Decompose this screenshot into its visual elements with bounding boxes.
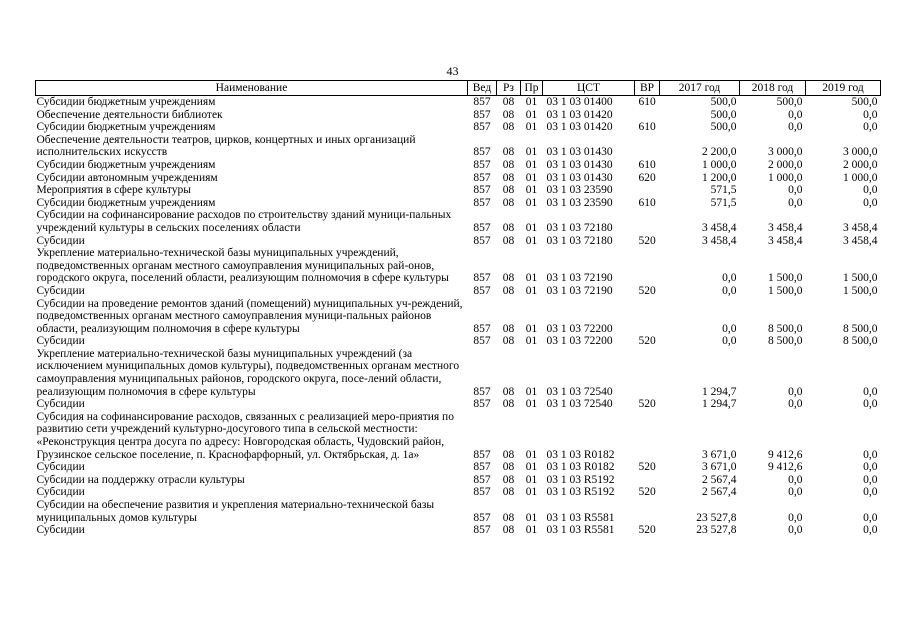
row-rz: 08 bbox=[502, 184, 515, 197]
row-amount-2017: 571,5 bbox=[710, 196, 737, 209]
row-name: Субсидии bbox=[36, 234, 85, 247]
row-name: Субсидии на софинансирование расходов по строительству зданий муници-пальных учреждений культуры в сельских поселениях области bbox=[36, 209, 452, 234]
row-vr bbox=[635, 499, 660, 524]
row-ved: 857 bbox=[473, 234, 491, 247]
row-vr bbox=[635, 209, 660, 234]
page-number: 43 bbox=[446, 64, 459, 78]
header-ved: Вед bbox=[468, 81, 497, 96]
row-cst: 03 1 03 72200 bbox=[546, 322, 613, 335]
row-cst: 03 1 03 72180 bbox=[546, 221, 613, 234]
row-cst: 03 1 03 72190 bbox=[546, 284, 613, 297]
row-amount-2017: 23 527,8 bbox=[696, 511, 737, 524]
table-body bbox=[36, 96, 881, 537]
row-rz: 08 bbox=[502, 335, 515, 348]
row-pr: 01 bbox=[525, 221, 538, 234]
table-row bbox=[36, 398, 881, 411]
row-amount-2017: 3 671,0 bbox=[702, 461, 737, 474]
row-vr: 520 bbox=[638, 398, 656, 411]
row-rz: 08 bbox=[502, 385, 515, 398]
row-name: Субсидии бюджетным учреждениям bbox=[36, 196, 216, 209]
row-cst: 03 1 03 72540 bbox=[546, 398, 613, 411]
row-name: Мероприятия в сфере культуры bbox=[36, 184, 192, 197]
table-row bbox=[36, 209, 881, 234]
row-vr: 520 bbox=[638, 524, 656, 537]
row-amount-2019: 0,0 bbox=[863, 398, 878, 411]
row-pr: 01 bbox=[525, 171, 538, 184]
row-cst: 03 1 03 R5581 bbox=[546, 524, 615, 537]
row-pr: 01 bbox=[525, 398, 538, 411]
row-amount-2018: 0,0 bbox=[788, 524, 803, 537]
row-cst: 03 1 03 01430 bbox=[546, 158, 613, 171]
table-row bbox=[36, 486, 881, 499]
row-rz: 08 bbox=[502, 511, 515, 524]
row-amount-2018: 0,0 bbox=[788, 398, 803, 411]
row-rz: 08 bbox=[502, 448, 515, 461]
row-amount-2019: 2 000,0 bbox=[843, 158, 878, 171]
table-row bbox=[36, 235, 881, 248]
row-name: Субсидии bbox=[36, 486, 85, 499]
row-amount-2017: 1 294,7 bbox=[702, 398, 737, 411]
row-amount-2017: 0,0 bbox=[722, 335, 737, 348]
row-amount-2019: 1 500,0 bbox=[843, 272, 878, 285]
row-amount-2018: 8 500,0 bbox=[768, 322, 803, 335]
row-cst: 03 1 03 R5192 bbox=[546, 486, 615, 499]
row-ved: 857 bbox=[473, 121, 491, 134]
row-amount-2019: 0,0 bbox=[863, 461, 878, 474]
row-ved: 857 bbox=[473, 196, 491, 209]
row-name: Субсидии автономным учреждениям bbox=[36, 171, 218, 184]
row-cst: 03 1 03 72540 bbox=[546, 385, 613, 398]
row-amount-2018: 0,0 bbox=[788, 511, 803, 524]
row-amount-2019: 500,0 bbox=[851, 96, 878, 108]
row-rz: 08 bbox=[502, 486, 515, 499]
row-cst: 03 1 03 01430 bbox=[546, 171, 613, 184]
row-vr bbox=[635, 247, 660, 285]
row-name: Субсидии на обеспечение развития и укрепления материально-технической базы муниципальных домов культуры bbox=[36, 499, 435, 524]
row-amount-2017: 2 200,0 bbox=[702, 146, 737, 159]
row-ved: 857 bbox=[473, 385, 491, 398]
row-cst: 03 1 03 23590 bbox=[546, 184, 613, 197]
row-name: Субсидии bbox=[36, 461, 85, 474]
header-cst: ЦСТ bbox=[543, 81, 635, 96]
row-pr: 01 bbox=[525, 184, 538, 197]
row-amount-2018: 3 000,0 bbox=[768, 146, 803, 159]
row-ved: 857 bbox=[473, 322, 491, 335]
row-vr bbox=[635, 184, 660, 197]
row-name: Субсидии bbox=[36, 524, 85, 537]
row-vr: 520 bbox=[638, 284, 656, 297]
row-amount-2019: 0,0 bbox=[863, 196, 878, 209]
row-amount-2018: 0,0 bbox=[788, 184, 803, 197]
row-amount-2017: 1 200,0 bbox=[702, 171, 737, 184]
row-ved: 857 bbox=[473, 158, 491, 171]
row-amount-2018: 0,0 bbox=[788, 385, 803, 398]
row-amount-2019: 0,0 bbox=[863, 473, 878, 486]
row-amount-2017: 500,0 bbox=[710, 96, 737, 108]
row-cst: 03 1 03 R0182 bbox=[546, 448, 615, 461]
row-amount-2017: 500,0 bbox=[710, 108, 737, 121]
row-amount-2017: 23 527,8 bbox=[696, 524, 737, 537]
row-name: Субсидии на поддержку отрасли культуры bbox=[36, 473, 245, 486]
header-row bbox=[36, 81, 881, 96]
table-row bbox=[36, 134, 881, 159]
row-amount-2017: 500,0 bbox=[710, 121, 737, 134]
row-amount-2017: 1 294,7 bbox=[702, 385, 737, 398]
row-rz: 08 bbox=[502, 146, 515, 159]
table-row bbox=[36, 159, 881, 172]
row-pr: 01 bbox=[525, 146, 538, 159]
row-name: Субсидии bbox=[36, 284, 85, 297]
row-amount-2018: 1 500,0 bbox=[768, 272, 803, 285]
table-row bbox=[36, 121, 881, 134]
row-amount-2017: 0,0 bbox=[722, 272, 737, 285]
row-ved: 857 bbox=[473, 461, 491, 474]
row-ved: 857 bbox=[473, 221, 491, 234]
row-ved: 857 bbox=[473, 473, 491, 486]
row-rz: 08 bbox=[502, 108, 515, 121]
row-amount-2017: 0,0 bbox=[722, 322, 737, 335]
row-cst: 03 1 03 72180 bbox=[546, 234, 613, 247]
row-pr: 01 bbox=[525, 385, 538, 398]
row-vr bbox=[635, 348, 660, 398]
header-pr: Пр bbox=[521, 81, 543, 96]
row-pr: 01 bbox=[525, 524, 538, 537]
header-name: Наименование bbox=[36, 81, 468, 96]
row-amount-2018: 0,0 bbox=[788, 196, 803, 209]
row-rz: 08 bbox=[502, 272, 515, 285]
row-amount-2018: 9 412,6 bbox=[768, 461, 803, 474]
row-rz: 08 bbox=[502, 171, 515, 184]
row-amount-2019: 0,0 bbox=[863, 108, 878, 121]
row-amount-2018: 1 500,0 bbox=[768, 284, 803, 297]
row-rz: 08 bbox=[502, 284, 515, 297]
row-pr: 01 bbox=[525, 196, 538, 209]
row-amount-2017: 3 671,0 bbox=[702, 448, 737, 461]
row-rz: 08 bbox=[502, 473, 515, 486]
row-ved: 857 bbox=[473, 284, 491, 297]
row-amount-2018: 0,0 bbox=[788, 486, 803, 499]
row-name: Обеспечение деятельности библиотек bbox=[36, 108, 223, 121]
row-vr: 520 bbox=[638, 461, 656, 474]
row-amount-2018: 9 412,6 bbox=[768, 448, 803, 461]
row-amount-2017: 0,0 bbox=[722, 284, 737, 297]
row-pr: 01 bbox=[525, 461, 538, 474]
table-row bbox=[36, 499, 881, 524]
row-cst: 03 1 03 01420 bbox=[546, 108, 613, 121]
row-pr: 01 bbox=[525, 284, 538, 297]
row-vr bbox=[635, 134, 660, 159]
row-rz: 08 bbox=[502, 398, 515, 411]
row-amount-2018: 3 458,4 bbox=[768, 221, 803, 234]
row-amount-2019: 0,0 bbox=[863, 121, 878, 134]
row-amount-2019: 1 500,0 bbox=[843, 284, 878, 297]
row-rz: 08 bbox=[502, 524, 515, 537]
row-vr: 520 bbox=[638, 486, 656, 499]
row-amount-2019: 3 458,4 bbox=[843, 234, 878, 247]
row-pr: 01 bbox=[525, 511, 538, 524]
row-pr: 01 bbox=[525, 121, 538, 134]
row-amount-2019: 0,0 bbox=[863, 511, 878, 524]
row-name: Укрепление материально-технической базы муниципальных учреждений, подведомственных органам местного самоуправления муниципальных рай-онов, городского округа, поселений области, реализующим полномочия в сфере культуры bbox=[36, 247, 449, 285]
row-rz: 08 bbox=[502, 158, 515, 171]
row-vr: 520 bbox=[638, 335, 656, 348]
table-row bbox=[36, 197, 881, 210]
row-pr: 01 bbox=[525, 234, 538, 247]
row-cst: 03 1 03 72200 bbox=[546, 335, 613, 348]
row-pr: 01 bbox=[525, 322, 538, 335]
row-cst: 03 1 03 01430 bbox=[546, 146, 613, 159]
row-ved: 857 bbox=[473, 335, 491, 348]
table-row bbox=[36, 96, 881, 109]
row-amount-2018: 0,0 bbox=[788, 121, 803, 134]
row-amount-2019: 0,0 bbox=[863, 448, 878, 461]
row-name: Субсидии bbox=[36, 335, 85, 348]
row-amount-2018: 0,0 bbox=[788, 108, 803, 121]
row-amount-2017: 1 000,0 bbox=[702, 158, 737, 171]
row-amount-2018: 8 500,0 bbox=[768, 335, 803, 348]
row-amount-2017: 2 567,4 bbox=[702, 486, 737, 499]
row-cst: 03 1 03 R0182 bbox=[546, 461, 615, 474]
row-vr: 520 bbox=[638, 234, 656, 247]
row-ved: 857 bbox=[473, 448, 491, 461]
header-2019: 2019 год bbox=[806, 81, 881, 96]
row-ved: 857 bbox=[473, 272, 491, 285]
table-row bbox=[36, 461, 881, 474]
row-rz: 08 bbox=[502, 221, 515, 234]
row-vr: 610 bbox=[638, 121, 656, 134]
row-pr: 01 bbox=[525, 96, 538, 108]
row-name: Субсидии бюджетным учреждениям bbox=[36, 158, 216, 171]
row-vr: 610 bbox=[638, 158, 656, 171]
row-ved: 857 bbox=[473, 171, 491, 184]
row-amount-2017: 2 567,4 bbox=[702, 473, 737, 486]
row-name: Обеспечение деятельности театров, цирков, концертных и иных организаций исполнительских искусств bbox=[36, 133, 416, 159]
row-pr: 01 bbox=[525, 473, 538, 486]
row-amount-2018: 0,0 bbox=[788, 473, 803, 486]
row-amount-2019: 3 000,0 bbox=[843, 146, 878, 159]
table-row bbox=[36, 285, 881, 298]
row-vr: 620 bbox=[638, 171, 656, 184]
row-pr: 01 bbox=[525, 108, 538, 121]
row-amount-2019: 0,0 bbox=[863, 385, 878, 398]
header-2018: 2018 год bbox=[740, 81, 806, 96]
row-amount-2017: 3 458,4 bbox=[702, 234, 737, 247]
table-row bbox=[36, 247, 881, 285]
row-amount-2019: 0,0 bbox=[863, 524, 878, 537]
row-ved: 857 bbox=[473, 486, 491, 499]
row-cst: 03 1 03 R5192 bbox=[546, 473, 615, 486]
table-row bbox=[36, 184, 881, 197]
header-rz: Рз bbox=[497, 81, 521, 96]
row-vr bbox=[635, 411, 660, 461]
budget-table bbox=[35, 80, 881, 537]
row-rz: 08 bbox=[502, 322, 515, 335]
row-ved: 857 bbox=[473, 108, 491, 121]
row-amount-2019: 0,0 bbox=[863, 184, 878, 197]
row-amount-2017: 3 458,4 bbox=[702, 221, 737, 234]
row-vr bbox=[635, 109, 660, 122]
row-pr: 01 bbox=[525, 448, 538, 461]
row-name: Субсидии на проведение ремонтов зданий (помещений) муниципальных уч-реждений, подведомственных органам местного самоуправления муници-пальных районов области, реализующим полномочия в сфере культуры bbox=[36, 297, 463, 335]
row-amount-2019: 8 500,0 bbox=[843, 322, 878, 335]
row-ved: 857 bbox=[473, 398, 491, 411]
row-name: Субсидии бюджетным учреждениям bbox=[36, 96, 216, 108]
row-rz: 08 bbox=[502, 234, 515, 247]
row-name: Укрепление материально-технической базы муниципальных учреждений (за исключением муниципальных домов культуры), подведомственных органам местного самоуправления муниципальных районов, городского округа, посе-лений области, реализующим полномочия в сфере культуры bbox=[36, 347, 460, 398]
row-vr bbox=[635, 474, 660, 487]
row-pr: 01 bbox=[525, 272, 538, 285]
header-vr: ВР bbox=[635, 81, 660, 96]
row-ved: 857 bbox=[473, 524, 491, 537]
row-cst: 03 1 03 R5581 bbox=[546, 511, 615, 524]
row-amount-2019: 8 500,0 bbox=[843, 335, 878, 348]
row-cst: 03 1 03 23590 bbox=[546, 196, 613, 209]
table-row bbox=[36, 172, 881, 185]
row-ved: 857 bbox=[473, 96, 491, 108]
row-amount-2018: 500,0 bbox=[776, 96, 803, 108]
row-vr: 610 bbox=[638, 96, 656, 108]
row-vr bbox=[635, 298, 660, 336]
table-row bbox=[36, 474, 881, 487]
table-row bbox=[36, 411, 881, 461]
table-row bbox=[36, 298, 881, 336]
row-vr: 610 bbox=[638, 196, 656, 209]
row-amount-2019: 3 458,4 bbox=[843, 221, 878, 234]
row-amount-2018: 1 000,0 bbox=[768, 171, 803, 184]
row-cst: 03 1 03 72190 bbox=[546, 272, 613, 285]
row-cst: 03 1 03 01420 bbox=[546, 121, 613, 134]
row-amount-2019: 1 000,0 bbox=[843, 171, 878, 184]
row-amount-2019: 0,0 bbox=[863, 486, 878, 499]
row-amount-2018: 3 458,4 bbox=[768, 234, 803, 247]
row-rz: 08 bbox=[502, 196, 515, 209]
row-name: Субсидии bbox=[36, 398, 85, 411]
row-rz: 08 bbox=[502, 121, 515, 134]
table-row bbox=[36, 109, 881, 122]
row-rz: 08 bbox=[502, 96, 515, 108]
row-cst: 03 1 03 01400 bbox=[546, 96, 613, 108]
row-ved: 857 bbox=[473, 146, 491, 159]
row-amount-2018: 2 000,0 bbox=[768, 158, 803, 171]
header-2017: 2017 год bbox=[660, 81, 740, 96]
row-name: Субсидия на софинансирование расходов, связанных с реализацией меро-приятия по развитию сети учреждений культурно-досугового типа в сельской местности: «Реконструкция центра досуга по адресу: Новгородская область, Чудовский район, Грузинское сельское поселение, п. Краснофарфорный, ул. Октябрьская, д. 1а» bbox=[36, 410, 454, 461]
row-rz: 08 bbox=[502, 461, 515, 474]
table-row bbox=[36, 348, 881, 398]
row-ved: 857 bbox=[473, 184, 491, 197]
row-pr: 01 bbox=[525, 335, 538, 348]
row-pr: 01 bbox=[525, 158, 538, 171]
table-row bbox=[36, 335, 881, 348]
table-row bbox=[36, 524, 881, 537]
row-ved: 857 bbox=[473, 511, 491, 524]
row-amount-2017: 571,5 bbox=[710, 184, 737, 197]
row-name: Субсидии бюджетным учреждениям bbox=[36, 121, 216, 134]
row-pr: 01 bbox=[525, 486, 538, 499]
